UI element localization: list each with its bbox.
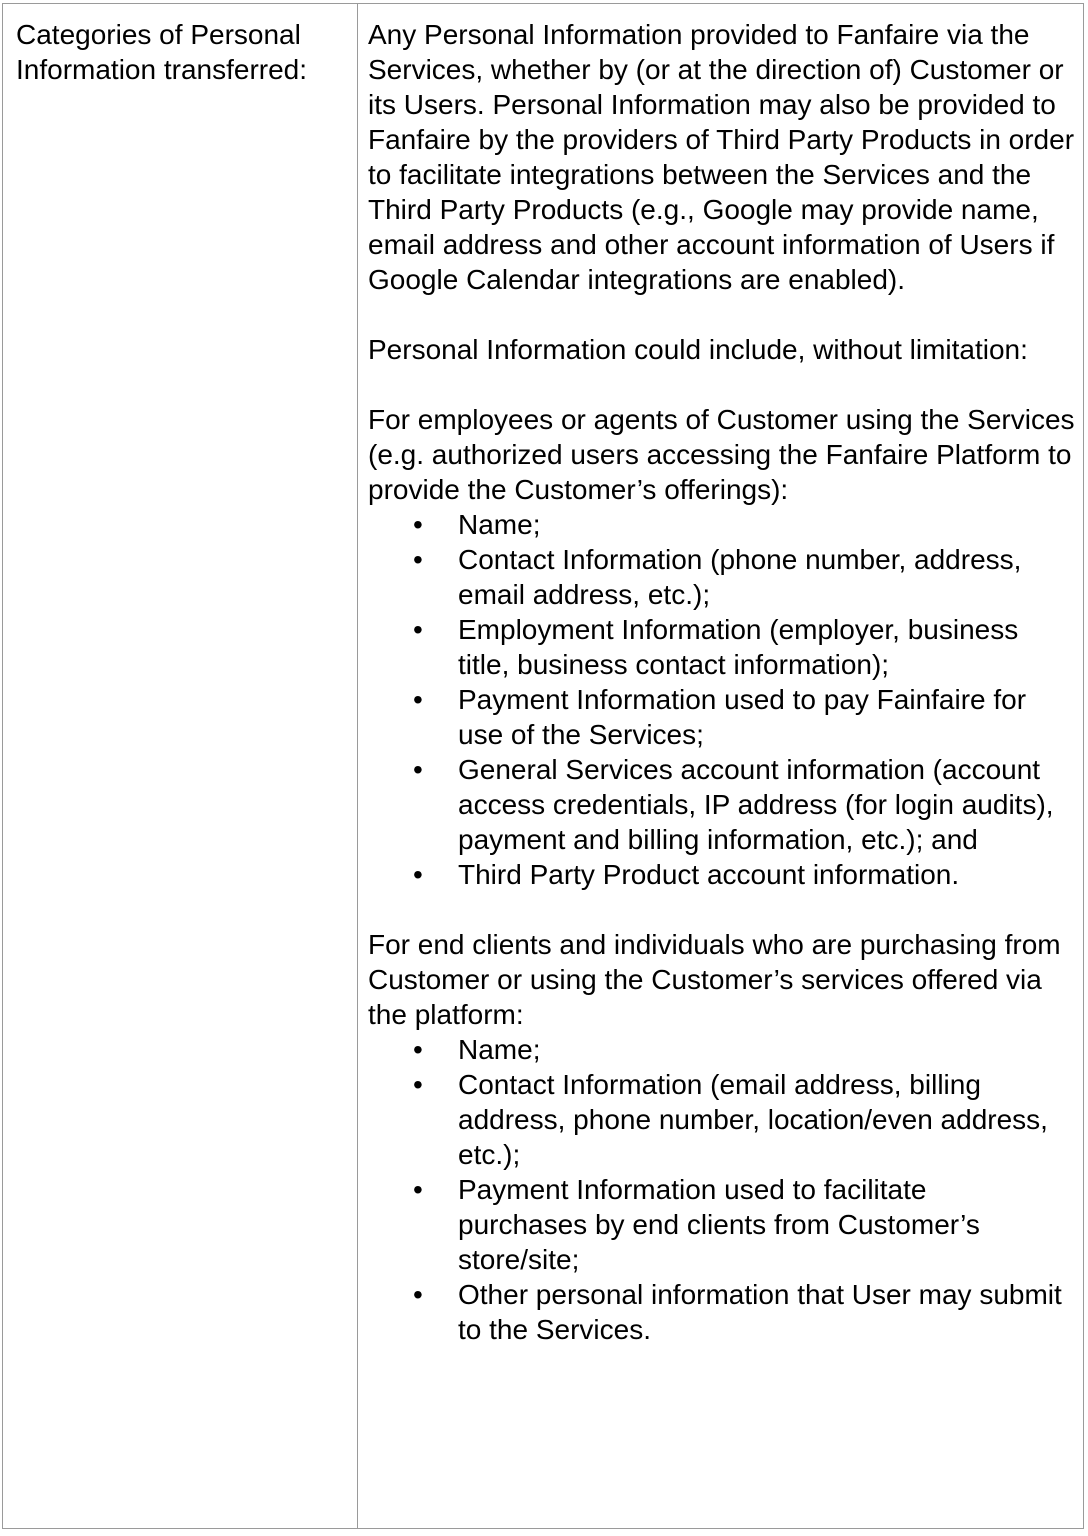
bullet-icon: • [413,684,423,715]
list-item-text: Contact Information (email address, billing address, phone number, location/even address, etc.); [458,1069,1048,1170]
list-item [368,1032,1083,1067]
list-item-text: Name; [458,509,541,540]
bullet-icon: • [413,1174,423,1205]
list-item [368,1172,1083,1277]
bullet-icon: • [413,1279,423,1310]
list-item [368,1067,1083,1172]
bullet-icon: • [413,1069,423,1100]
list-item-text: Other personal information that User may submit to the Services. [458,1279,1062,1345]
list-item [368,857,1083,892]
bullet-icon: • [413,859,423,890]
intro-paragraph: Any Personal Information provided to Fanfaire via the Services, whether by (or at the direction of) Customer or its Users. Personal Information may also be provided to Fanfaire by the providers of Third Party Products in order to facilitate integrations between the Services and the Third Party Products (e.g., Google may provide name, email address and other account information of Users if Google Calendar integrations are enabled). [368,19,1075,295]
list-item [368,612,1083,682]
bullet-icon: • [413,614,423,645]
row-label: Categories of Personal Information transferred: [16,19,308,85]
bullet-icon: • [413,1034,423,1065]
list-item-text: Contact Information (phone number, address, email address, etc.); [458,544,1022,610]
list-item-text: Third Party Product account information. [458,859,960,890]
end-clients-heading: For end clients and individuals who are purchasing from Customer or using the Customer’s services offered via the platform: [368,929,1061,1030]
employees-list [368,507,1083,892]
row-label-cell [3,4,358,1528]
paragraph-spacer [368,297,1083,332]
list-item-text: Name; [458,1034,541,1065]
list-item [368,1277,1083,1347]
list-item-text: General Services account information (account access credentials, IP address (for login audits), payment and billing information, etc.); and [458,754,1054,855]
paragraph-spacer [368,367,1083,402]
bullet-icon: • [413,544,423,575]
list-item-text: Payment Information used to pay Fainfaire for use of the Services; [458,684,1027,750]
employees-heading: For employees or agents of Customer using the Services (e.g. authorized users accessing the Fanfaire Platform to provide the Customer’s offerings): [368,404,1075,505]
paragraph-spacer [368,892,1083,927]
list-item [368,752,1083,857]
list-item-text: Employment Information (employer, business title, business contact information); [458,614,1019,680]
bullet-icon: • [413,509,423,540]
list-item [368,682,1083,752]
end-clients-list [368,1032,1083,1347]
may-include-paragraph: Personal Information could include, without limitation: [368,334,1028,365]
list-item [368,507,1083,542]
list-item [368,542,1083,612]
row-content-cell [358,4,1083,1528]
bullet-icon: • [413,754,423,785]
data-categories-table [2,3,1084,1529]
list-item-text: Payment Information used to facilitate purchases by end clients from Customer’s store/site; [458,1174,980,1275]
